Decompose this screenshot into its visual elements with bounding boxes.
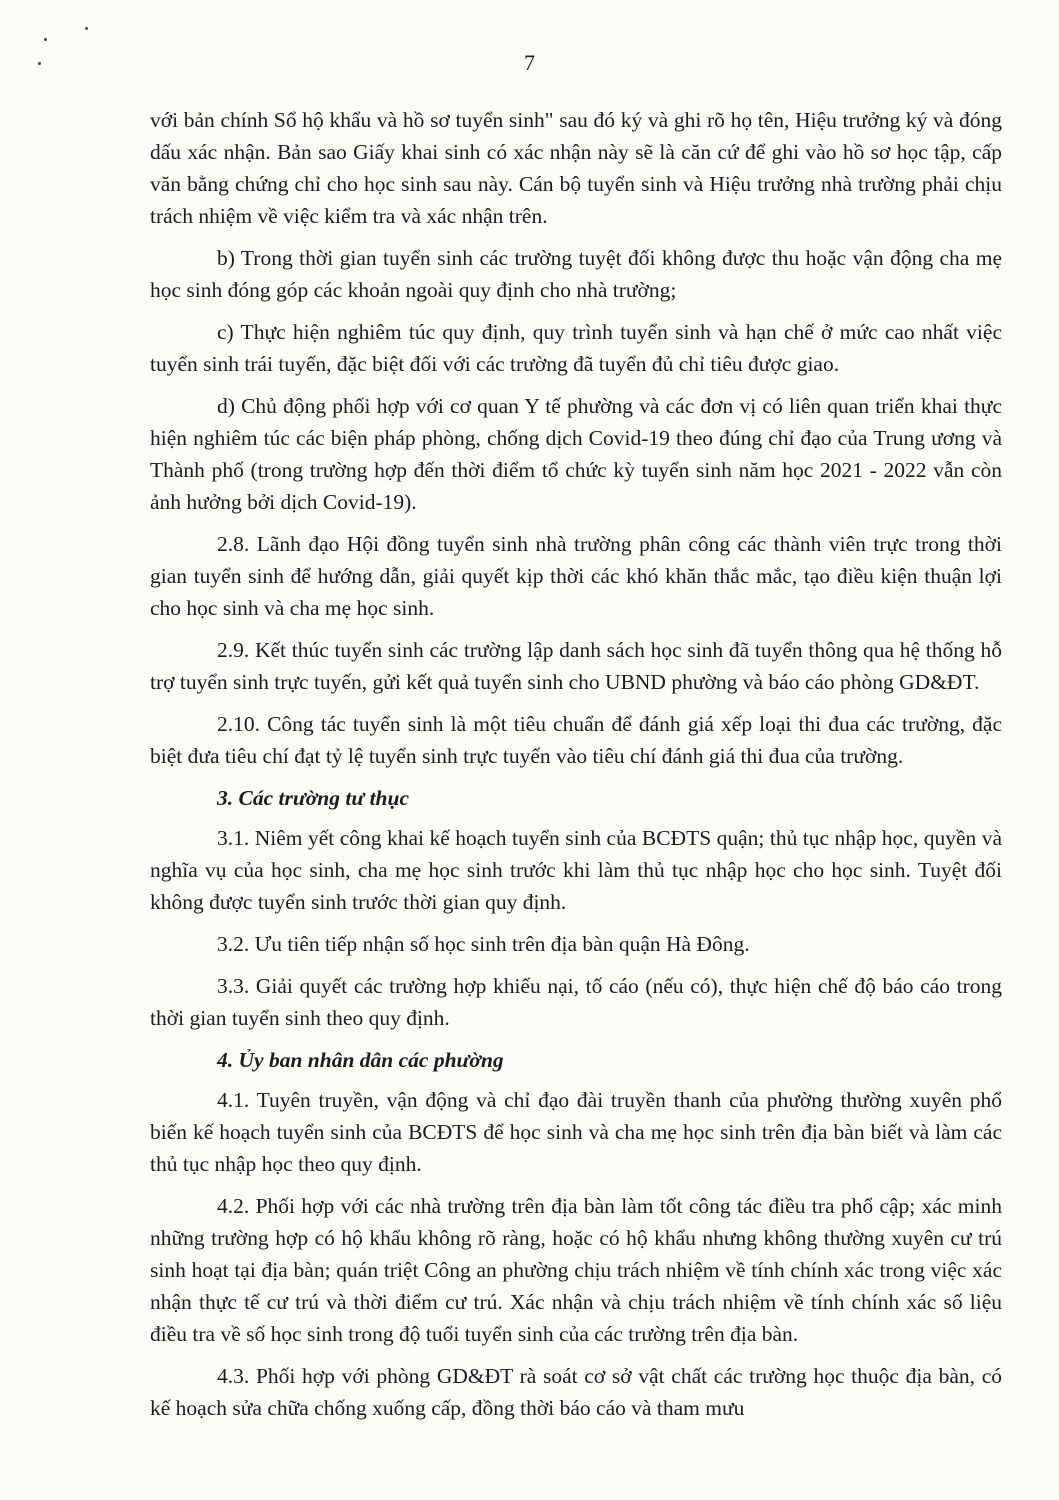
paragraph-continuation: với bản chính Sổ hộ khẩu và hồ sơ tuyển sinh" sau đó ký và ghi rõ họ tên, Hiệu trưởng ký và đóng dấu xác nhận. Bản sao Giấy khai sinh có xác nhận này sẽ là căn cứ để ghi vào hồ sơ học tập, cấp văn bằng chứng chỉ cho học sinh sau này. Cán bộ tuyển sinh và Hiệu trưởng nhà trường phải chịu trách nhiệm về việc kiểm tra và xác nhận trên. (150, 108, 1002, 228)
paragraph-2-8: 2.8. Lãnh đạo Hội đồng tuyển sinh nhà trường phân công các thành viên trực trong thời gian tuyển sinh để hướng dẫn, giải quyết kịp thời các khó khăn thắc mắc, tạo điều kiện thuận lợi cho học sinh và cha mẹ học sinh. (150, 532, 1002, 620)
paragraph-3-1: 3.1. Niêm yết công khai kế hoạch tuyển sinh của BCĐTS quận; thủ tục nhập học, quyền và nghĩa vụ của học sinh, cha mẹ học sinh trước khi làm thủ tục nhập học cho học sinh. Tuyệt đối không được tuyển sinh trước thời gian quy định. (150, 826, 1002, 914)
paragraph-b: b) Trong thời gian tuyển sinh các trường tuyệt đối không được thu hoặc vận động cha mẹ học sinh đóng góp các khoản ngoài quy định cho nhà trường; (150, 246, 1002, 302)
paragraph-2-10: 2.10. Công tác tuyển sinh là một tiêu chuẩn để đánh giá xếp loại thi đua các trường, đặc biệt đưa tiêu chí đạt tỷ lệ tuyển sinh trực tuyến vào tiêu chí đánh giá thi đua của trường. (150, 712, 1002, 768)
paragraph-c: c) Thực hiện nghiêm túc quy định, quy trình tuyển sinh và hạn chế ở mức cao nhất việc tuyển sinh trái tuyến, đặc biệt đối với các trường đã tuyển đủ chỉ tiêu được giao. (150, 320, 1002, 376)
paragraph-3-3: 3.3. Giải quyết các trường hợp khiếu nại, tố cáo (nếu có), thực hiện chế độ báo cáo trong thời gian tuyển sinh theo quy định. (150, 974, 1002, 1030)
scan-speck (44, 38, 47, 41)
paragraph-d: d) Chủ động phối hợp với cơ quan Y tế phường và các đơn vị có liên quan triển khai thực hiện nghiêm túc các biện pháp phòng, chống dịch Covid-19 theo đúng chỉ đạo của Trung ương và Thành phố (trong trường hợp đến thời điểm tổ chức kỳ tuyển sinh năm học 2021 - 2022 vẫn còn ảnh hưởng bởi dịch Covid-19). (150, 394, 1002, 514)
paragraph-4-2: 4.2. Phối hợp với các nhà trường trên địa bàn làm tốt công tác điều tra phổ cập; xác minh những trường hợp có hộ khẩu không rõ ràng, hoặc có hộ khẩu nhưng không thường xuyên cư trú sinh hoạt tại địa bàn; quán triệt Công an phường chịu trách nhiệm về tính chính xác trong việc xác nhận thực tế cư trú và thời điểm cư trú. Xác nhận và chịu trách nhiệm về tính chính xác số liệu điều tra về số học sinh trong độ tuổi tuyển sinh của các trường trên địa bàn. (150, 1194, 1002, 1346)
section-3-heading: 3. Các trường tư thục (217, 786, 410, 810)
section-4-heading: 4. Ủy ban nhân dân các phường (217, 1048, 504, 1072)
paragraph-3-2: 3.2. Ưu tiên tiếp nhận số học sinh trên địa bàn quận Hà Đông. (217, 932, 750, 956)
page-number: 7 (524, 50, 535, 75)
paragraph-2-9: 2.9. Kết thúc tuyển sinh các trường lập danh sách học sinh đã tuyển thông qua hệ thống hỗ trợ tuyển sinh trực tuyến, gửi kết quả tuyển sinh cho UBND phường và báo cáo phòng GD&ĐT. (150, 638, 1002, 694)
document-body (150, 104, 1002, 1434)
paragraph-4-3: 4.3. Phối hợp với phòng GD&ĐT rà soát cơ sở vật chất các trường học thuộc địa bàn, có kế hoạch sửa chữa chống xuống cấp, đồng thời báo cáo và tham mưu (150, 1364, 1002, 1420)
paragraph-4-1: 4.1. Tuyên truyền, vận động và chỉ đạo đài truyền thanh của phường thường xuyên phổ biến kế hoạch tuyển sinh của BCĐTS để học sinh và cha mẹ học sinh trên địa bàn biết và làm các thủ tục nhập học theo quy định. (150, 1088, 1002, 1176)
scan-speck (85, 27, 88, 30)
